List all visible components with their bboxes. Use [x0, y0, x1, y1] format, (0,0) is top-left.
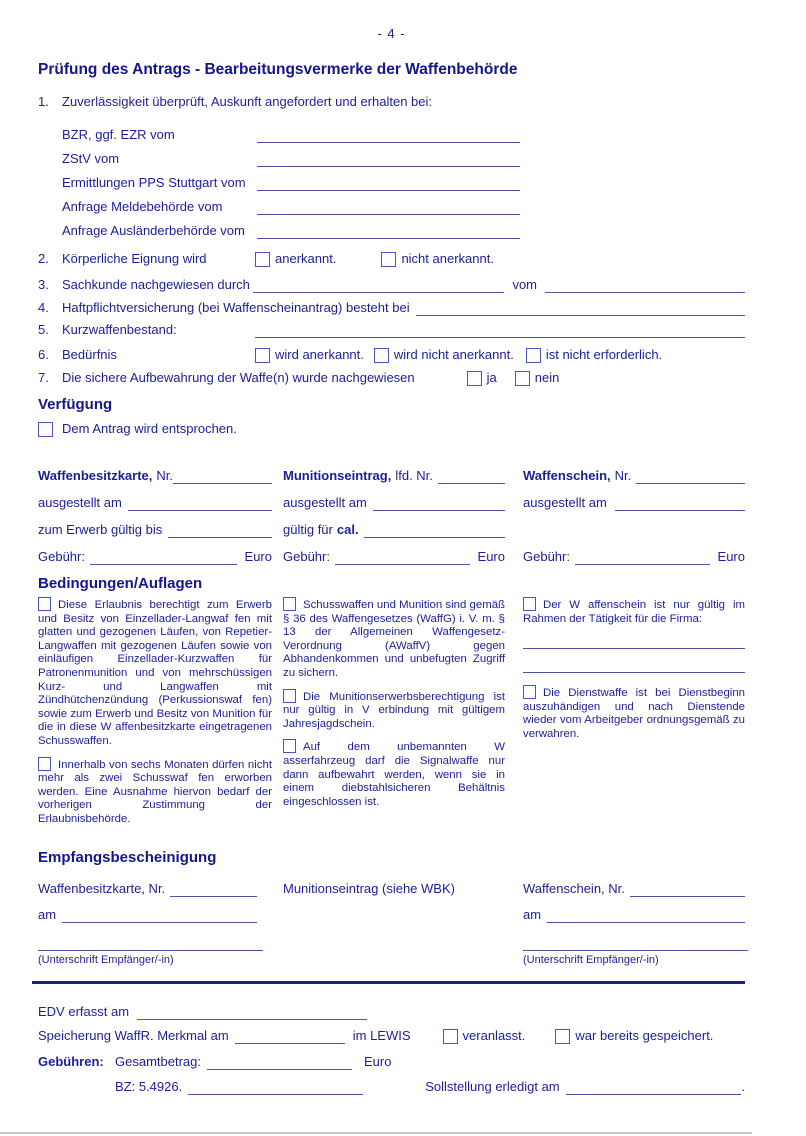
munition-cal-input-line[interactable]: [364, 523, 505, 538]
item-7-row: [38, 370, 745, 386]
munition-nr-input-line[interactable]: [438, 469, 505, 484]
wbk-currency-label: Euro: [244, 549, 272, 564]
empfang-ws-am-input-line[interactable]: [547, 908, 745, 923]
item-5-row: [38, 322, 745, 338]
signature-block-right: [523, 925, 745, 966]
bedingungen-col-2: [283, 597, 523, 827]
field-zstv: [62, 143, 745, 167]
sachkunde-vom-input-line[interactable]: [545, 278, 745, 293]
aufbewahrung-ja-label: ja: [486, 370, 497, 385]
sachkunde-durch-input-line[interactable]: [253, 278, 505, 293]
checkbox-cond-jahresjagdschein[interactable]: [283, 689, 296, 703]
item-4-label: Haftpflichtversicherung (bei Waffenscheinantrag) besteht bei: [62, 300, 410, 315]
waffenschein-column: [523, 457, 745, 565]
munition-currency-label: Euro: [477, 549, 505, 564]
wbk-title: Waffenbesitzkarte,: [38, 468, 153, 483]
section-bedingungen-title: Bedingungen/Auflagen: [38, 575, 203, 592]
sollstellung-am-input-line[interactable]: [566, 1080, 742, 1095]
wbk-fee-input-line[interactable]: [90, 550, 237, 565]
item-5-label: Kurzwaffenbestand:: [62, 322, 177, 337]
wbk-valid-label: zum Erwerb gültig bis: [38, 522, 163, 537]
condition-erlaubnis-text: Diese Erlaubnis berechtigt zum Erwerb und Besitz von Einzellader-Langwaf fen mit glatten und gezogenen Läufen, von Repetier-Langwaffen mit gezogenen Läufen sowie von einläufigen Einzellader-Kurzwaffen für Patronenmunition und von mehrschüssigen Kurz- und Langwaffen mit Zündhütchenzündung (Perkussionswaf fen) sowie zum Erwerb und Besitz von Munition für die in diese W affenbesitzkarte eingetragenen Schusswaffen.: [38, 599, 272, 747]
item-3-label: Sachkunde nachgewiesen durch: [62, 277, 250, 292]
item-3-row: [38, 277, 745, 293]
signature-label-left: (Unterschrift Empfänger/-in): [38, 954, 174, 966]
wbk-nr-input-line[interactable]: [173, 469, 272, 484]
item-1-number: 1.: [38, 94, 49, 109]
field-zstv-label: ZStV vom: [62, 151, 120, 166]
waffenschein-issued-label: ausgestellt am: [523, 495, 607, 510]
checkbox-aufbewahrung-nein[interactable]: [515, 371, 530, 386]
verfuegung-approve-row: [38, 421, 745, 437]
firma-input-line-2[interactable]: [523, 672, 745, 673]
checkbox-lewis-veranlasst[interactable]: [443, 1029, 458, 1044]
condition-dienstwaffe-text: Die Dienstwaffe ist bei Dienstbeginn auszuhändigen und nach Dienstende wieder vom Arbeitgeber ordnungsgemäß zu verwahren.: [523, 687, 745, 740]
munition-column: [283, 457, 523, 565]
field-ermittlungen-pps: [62, 167, 745, 191]
item-6-label: Bedürfnis: [62, 347, 117, 362]
waffenschein-nr-label: Nr.: [614, 468, 632, 483]
lewis-veranlasst-label: veranlasst.: [462, 1028, 526, 1043]
scan-artifact-line: [0, 1132, 752, 1134]
waffenschein-nr-input-line[interactable]: [636, 469, 745, 484]
kurzwaffenbestand-input-line[interactable]: [255, 323, 745, 338]
empfang-ws-field: [523, 871, 745, 897]
condition-firma-text: Der W affenschein ist nur gültig im Rahmen der Tätigkeit für die Firma:: [523, 599, 745, 625]
item-7-number: 7.: [38, 370, 49, 385]
bedingungen-col-3: [523, 597, 745, 827]
empfang-wbk-field: [38, 871, 283, 897]
empfang-munition-field: [283, 871, 523, 897]
signature-line-right[interactable]: [523, 925, 748, 951]
page-number: - 4 -: [377, 26, 406, 41]
munition-issued-input-line[interactable]: [373, 496, 505, 511]
checkbox-eignung-nicht-anerkannt[interactable]: [381, 252, 396, 267]
checkbox-aufbewahrung-ja[interactable]: [467, 371, 482, 386]
empfang-wbk-nr-input-line[interactable]: [170, 882, 257, 897]
wbk-column: [38, 457, 283, 565]
speicherung-label: Speicherung WaffR. Merkmal am: [38, 1028, 229, 1043]
beduerfnis-nicht-anerkannt-label: wird nicht anerkannt.: [393, 347, 514, 362]
checkbox-beduerfnis-anerkannt[interactable]: [255, 348, 270, 363]
condition-jahresjagdschein-text: Die Munitionserwerbsberechtigung ist nur gültig in V erbindung mit gültigem Jahresjagdschein.: [283, 690, 505, 730]
condition-dienstwaffe: [523, 685, 745, 741]
beduerfnis-nicht-erforderlich-label: ist nicht erforderlich.: [545, 347, 663, 362]
field-meldebehoerde: [62, 191, 745, 215]
empfang-row-1: [38, 871, 745, 897]
item-6-number: 6.: [38, 347, 49, 362]
munition-nr-label: lfd. Nr.: [395, 468, 433, 483]
wbk-fee-label: Gebühr:: [38, 549, 85, 564]
field-meldebehoerde-label: Anfrage Meldebehörde vom: [62, 199, 223, 214]
item-2-number: 2.: [38, 251, 49, 266]
condition-sechs-monate: [38, 757, 272, 827]
sollstellung-period: .: [741, 1079, 745, 1094]
item-4-number: 4.: [38, 300, 49, 315]
item-3-number: 3.: [38, 277, 49, 292]
field-bzr-ezr: [62, 119, 745, 143]
checkbox-lewis-gespeichert[interactable]: [555, 1029, 570, 1044]
eignung-anerkannt-label: anerkannt.: [275, 251, 337, 266]
checkbox-cond-dienstwaffe[interactable]: [523, 685, 536, 699]
form-title: Prüfung des Antrags - Bearbeitungsvermerke der Waffenbehörde: [38, 61, 518, 78]
section-empfang-title: Empfangsbescheinigung: [38, 849, 217, 866]
waffenschein-empty-row: [523, 511, 745, 538]
condition-jahresjagdschein: [283, 689, 505, 732]
checkbox-cond-sicherung[interactable]: [283, 597, 296, 611]
lewis-gespeichert-label: war bereits gespeichert.: [575, 1028, 714, 1043]
empfang-ws-am-label: am: [523, 907, 542, 922]
munition-cal-label: cal.: [336, 522, 359, 537]
wbk-valid-input-line[interactable]: [168, 523, 272, 538]
signature-line-left[interactable]: [38, 925, 263, 951]
section-verfuegung-title: Verfügung: [38, 396, 113, 413]
zstv-input-line[interactable]: [257, 152, 520, 167]
meldebehoerde-input-line[interactable]: [257, 200, 520, 215]
empfang-ws-nr-input-line[interactable]: [630, 882, 745, 897]
item-6-row: [38, 347, 745, 363]
bz-row: [38, 1079, 745, 1095]
condition-sicherung-text: Schusswaffen und Munition sind gemäß § 36 des Waffengesetzes (WaffG) i. V. m. § 13 der Allgemeinen Waffengesetz-Verordnung (AWaffV) gegen Abhandenkommen und unbefugten Zugriff zu sichern.: [283, 599, 505, 679]
waffenschein-issued-input-line[interactable]: [615, 496, 745, 511]
item-1-row: [38, 94, 745, 110]
item-3-vom-label: vom: [512, 277, 537, 292]
empfang-wbk-am-input-line[interactable]: [62, 908, 257, 923]
gebuehren-row: [38, 1054, 745, 1070]
bz-input-line[interactable]: [188, 1080, 363, 1095]
checkbox-beduerfnis-nicht-erforderlich[interactable]: [526, 348, 541, 363]
condition-wasserfahrzeug: [283, 739, 505, 809]
munition-valid-label: gültig für: [283, 522, 333, 537]
munition-fee-input-line[interactable]: [335, 550, 470, 565]
auslaenderbehoerde-input-line[interactable]: [257, 224, 520, 239]
item-2-label: Körperliche Eignung wird: [62, 251, 207, 266]
empfang-ws-am-field: [523, 897, 745, 923]
haftpflicht-input-line[interactable]: [416, 301, 745, 316]
field-auslaenderbehoerde: [62, 215, 745, 239]
edv-am-input-line[interactable]: [137, 1005, 367, 1020]
gebuehren-euro-label: Euro: [364, 1054, 392, 1069]
checkbox-cond-wasserfahrzeug[interactable]: [283, 739, 296, 753]
condition-sechs-monate-text: Innerhalb von sechs Monaten dürfen nicht mehr als zwei Schusswaf fen erworben werden. Eine Ausnahme hiervon bedarf der vorherigen Zustimmung der Erlaubnisbehörde.: [38, 758, 272, 825]
item-2-row: [38, 251, 745, 267]
condition-firma: [523, 597, 745, 626]
antrag-entsprochen-label: Dem Antrag wird entsprochen.: [62, 421, 237, 436]
item-1-label: Zuverlässigkeit überprüft, Auskunft angefordert und erhalten bei:: [62, 94, 432, 109]
waffenschein-currency-label: Euro: [717, 549, 745, 564]
checkbox-cond-firma[interactable]: [523, 597, 536, 611]
item-5-number: 5.: [38, 322, 49, 337]
signature-row: [38, 925, 745, 966]
waffenschein-fee-input-line[interactable]: [575, 550, 710, 565]
bedingungen-col-1: [38, 597, 283, 827]
wbk-nr-label: Nr.: [156, 468, 174, 483]
speicherung-am-input-line[interactable]: [235, 1029, 345, 1044]
checkbox-eignung-anerkannt[interactable]: [255, 252, 270, 267]
empfang-ws-label: Waffenschein, Nr.: [523, 881, 625, 896]
signature-block-left: [38, 925, 283, 966]
empfang-munition-label: Munitionseintrag (siehe WBK): [283, 881, 455, 896]
item-4-row: [38, 300, 745, 316]
bz-label: BZ: 5.4926.: [115, 1079, 183, 1094]
signature-label-right: (Unterschrift Empfänger/-in): [523, 954, 659, 966]
gebuehren-label: Gebühren:: [38, 1054, 104, 1069]
empfang-wbk-label: Waffenbesitzkarte, Nr.: [38, 881, 166, 896]
firma-input-line-1[interactable]: [523, 648, 745, 649]
aufbewahrung-nein-label: nein: [534, 370, 560, 385]
condition-wasserfahrzeug-text: Auf dem unbemannten W asserfahrzeug darf die Signalwaffe nur dann aufbewahrt werden, wenn sie in einem diebstahlsicheren Behältnis eingeschlossen ist.: [283, 741, 505, 808]
munition-issued-label: ausgestellt am: [283, 495, 367, 510]
signature-empty-cell: [283, 925, 523, 966]
lewis-label: im LEWIS: [352, 1028, 411, 1043]
checkbox-cond-sechs-monate[interactable]: [38, 757, 51, 771]
checkbox-beduerfnis-nicht-anerkannt[interactable]: [374, 348, 389, 363]
item-1-fields: [62, 119, 745, 239]
field-bzr-ezr-label: BZR, ggf. EZR vom: [62, 127, 175, 142]
edv-row: [38, 1004, 745, 1020]
wbk-issued-label: ausgestellt am: [38, 495, 122, 510]
gesamtbetrag-input-line[interactable]: [207, 1055, 352, 1070]
munition-fee-label: Gebühr:: [283, 549, 330, 564]
wbk-issued-input-line[interactable]: [128, 496, 272, 511]
waffenschein-fee-label: Gebühr:: [523, 549, 570, 564]
item-7-label: Die sichere Aufbewahrung der Waffe(n) wurde nachgewiesen: [62, 370, 415, 385]
field-ermittlungen-pps-label: Ermittlungen PPS Stuttgart vom: [62, 175, 246, 190]
condition-erlaubnis: [38, 597, 272, 749]
eignung-nicht-anerkannt-label: nicht anerkannt.: [401, 251, 494, 266]
empfang-wbk-am-label: am: [38, 907, 57, 922]
beduerfnis-anerkannt-label: wird anerkannt.: [275, 347, 364, 362]
section-divider-rule: [32, 981, 745, 984]
gesamtbetrag-label: Gesamtbetrag:: [115, 1054, 201, 1069]
empfang-empty-cell: [283, 897, 523, 923]
ermittlungen-pps-input-line[interactable]: [257, 176, 520, 191]
empfang-wbk-am-field: [38, 897, 283, 923]
sollstellung-label: Sollstellung erledigt am: [425, 1079, 560, 1094]
condition-sicherung: [283, 597, 505, 681]
checkbox-antrag-entsprochen[interactable]: [38, 422, 53, 437]
waffenschein-title: Waffenschein,: [523, 468, 611, 483]
empfang-row-2: [38, 897, 745, 923]
checkbox-cond-erlaubnis[interactable]: [38, 597, 51, 611]
field-auslaenderbehoerde-label: Anfrage Ausländerbehörde vom: [62, 223, 245, 238]
munition-title: Munitionseintrag,: [283, 468, 392, 483]
bedingungen-columns: [38, 597, 745, 825]
speicherung-row: [38, 1028, 745, 1044]
edv-label: EDV erfasst am: [38, 1004, 130, 1019]
verfuegung-columns: [38, 457, 745, 565]
bzr-ezr-input-line[interactable]: [257, 128, 520, 143]
